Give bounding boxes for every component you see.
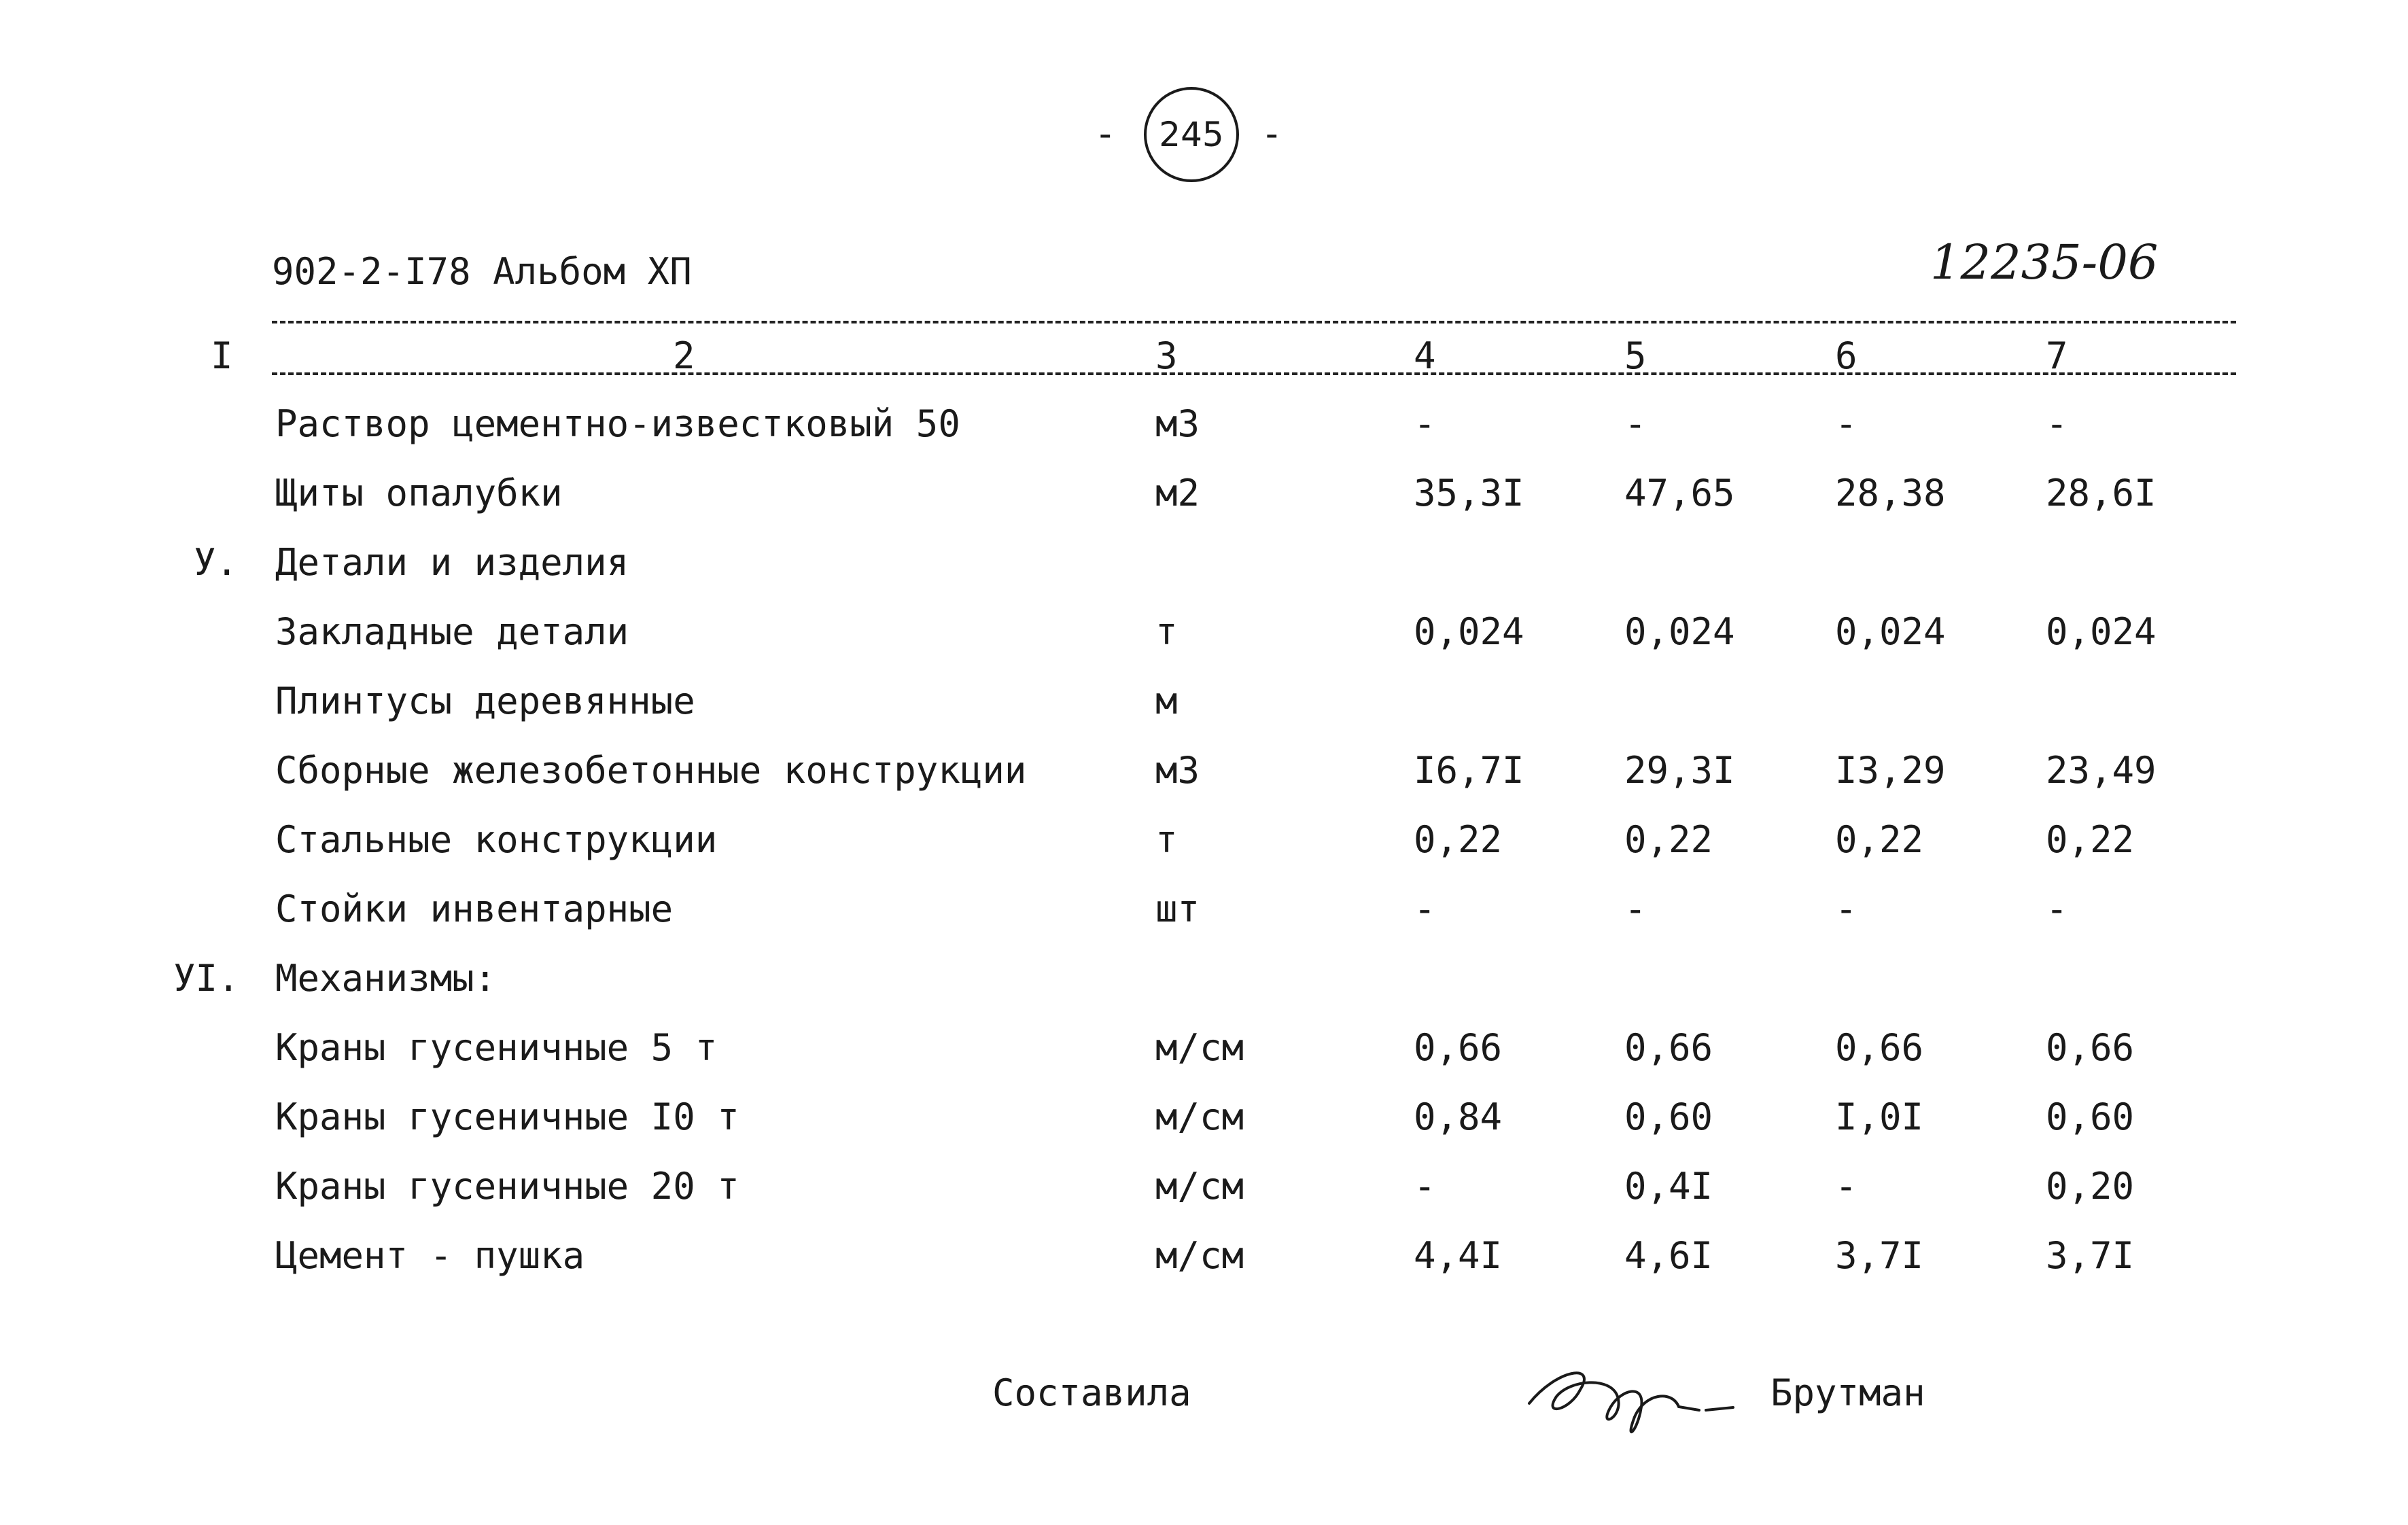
value-col-7: - bbox=[2046, 402, 2068, 445]
unit: м3 bbox=[1155, 402, 1200, 445]
item-name: Закладные детали bbox=[275, 610, 629, 653]
unit: т bbox=[1155, 610, 1178, 653]
unit: т bbox=[1155, 818, 1178, 861]
table-row bbox=[0, 888, 2408, 942]
table-row bbox=[0, 472, 2408, 526]
item-name: Плинтусы деревянные bbox=[275, 680, 695, 722]
value-col-4: 35,3I bbox=[1414, 472, 1524, 514]
section-number: УI. bbox=[173, 957, 240, 1000]
unit: м3 bbox=[1155, 749, 1200, 792]
value-col-4: - bbox=[1414, 402, 1436, 445]
archive-stamp-number: 12235-06 bbox=[1930, 234, 2159, 290]
value-col-7: 28,6I bbox=[2046, 472, 2157, 514]
table-row bbox=[0, 541, 2408, 595]
value-col-6: 0,22 bbox=[1835, 818, 1924, 861]
value-col-6: 0,024 bbox=[1835, 610, 1946, 653]
table-row bbox=[0, 818, 2408, 873]
item-name: Цемент - пушка bbox=[275, 1234, 585, 1277]
value-col-5: 4,6I bbox=[1624, 1234, 1713, 1277]
value-col-4: - bbox=[1414, 888, 1436, 930]
column-number-5: 5 bbox=[1624, 334, 1647, 377]
column-number-6: 6 bbox=[1835, 334, 1857, 377]
item-name: Механизмы: bbox=[275, 957, 497, 1000]
unit: м bbox=[1155, 680, 1178, 722]
value-col-5: 0,024 bbox=[1624, 610, 1735, 653]
item-name: Щиты опалубки bbox=[275, 472, 563, 514]
column-number-4: 4 bbox=[1414, 334, 1436, 377]
compiled-by-label: Составила bbox=[992, 1371, 1191, 1414]
value-col-4: 4,4I bbox=[1414, 1234, 1503, 1277]
unit: шт bbox=[1155, 888, 1200, 930]
table-row bbox=[0, 402, 2408, 457]
page-number-badge bbox=[1144, 87, 1239, 182]
value-col-5: 47,65 bbox=[1624, 472, 1735, 514]
page-number-dash-right: - bbox=[1261, 112, 1283, 155]
value-col-5: 29,3I bbox=[1624, 749, 1735, 792]
table-row bbox=[0, 1026, 2408, 1081]
handwritten-signature bbox=[1516, 1342, 1740, 1451]
value-col-7: 3,7I bbox=[2046, 1234, 2135, 1277]
item-name: Краны гусеничные 5 т bbox=[275, 1026, 718, 1069]
column-number-row bbox=[0, 334, 2408, 375]
value-col-5: 0,4I bbox=[1624, 1165, 1713, 1208]
page-number-dash-left: - bbox=[1094, 112, 1117, 155]
value-col-5: 0,22 bbox=[1624, 818, 1713, 861]
table-row bbox=[0, 1165, 2408, 1219]
value-col-7: 0,22 bbox=[2046, 818, 2135, 861]
value-col-4: 0,024 bbox=[1414, 610, 1524, 653]
value-col-6: 28,38 bbox=[1835, 472, 1946, 514]
item-name: Краны гусеничные 20 т bbox=[275, 1165, 739, 1208]
item-name: Сборные железобетонные конструкции bbox=[275, 749, 1027, 792]
value-col-6: 3,7I bbox=[1835, 1234, 1924, 1277]
value-col-5: 0,66 bbox=[1624, 1026, 1713, 1069]
compiler-name: Брутман bbox=[1770, 1371, 1925, 1414]
value-col-6: 0,66 bbox=[1835, 1026, 1924, 1069]
value-col-7: 0,60 bbox=[2046, 1095, 2135, 1138]
section-number: У. bbox=[194, 541, 239, 584]
column-number-2: 2 bbox=[673, 334, 695, 377]
value-col-4: I6,7I bbox=[1414, 749, 1524, 792]
unit: м/см bbox=[1155, 1234, 1244, 1277]
value-col-4: 0,66 bbox=[1414, 1026, 1503, 1069]
value-col-7: 0,024 bbox=[2046, 610, 2157, 653]
value-col-7: - bbox=[2046, 888, 2068, 930]
value-col-7: 0,66 bbox=[2046, 1026, 2135, 1069]
table-row bbox=[0, 957, 2408, 1011]
table-row bbox=[0, 610, 2408, 665]
item-name: Краны гусеничные I0 т bbox=[275, 1095, 739, 1138]
unit: м/см bbox=[1155, 1165, 1244, 1208]
value-col-4: 0,22 bbox=[1414, 818, 1503, 861]
document-reference: 902-2-I78 Альбом XП bbox=[272, 250, 692, 293]
item-name: Стальные конструкции bbox=[275, 818, 718, 861]
table-row bbox=[0, 1095, 2408, 1150]
unit: м/см bbox=[1155, 1026, 1244, 1069]
column-number-3: 3 bbox=[1155, 334, 1178, 377]
value-col-6: I3,29 bbox=[1835, 749, 1946, 792]
value-col-5: - bbox=[1624, 402, 1647, 445]
table-row bbox=[0, 1234, 2408, 1289]
item-name: Детали и изделия bbox=[275, 541, 629, 584]
value-col-6: I,0I bbox=[1835, 1095, 1924, 1138]
column-number-1: I bbox=[211, 334, 233, 377]
item-name: Стойки инвентарные bbox=[275, 888, 674, 930]
value-col-5: 0,60 bbox=[1624, 1095, 1713, 1138]
value-col-6: - bbox=[1835, 402, 1857, 445]
value-col-6: - bbox=[1835, 1165, 1857, 1208]
value-col-7: 23,49 bbox=[2046, 749, 2157, 792]
value-col-7: 0,20 bbox=[2046, 1165, 2135, 1208]
value-col-5: - bbox=[1624, 888, 1647, 930]
column-number-7: 7 bbox=[2046, 334, 2068, 377]
value-col-4: 0,84 bbox=[1414, 1095, 1503, 1138]
value-col-4: - bbox=[1414, 1165, 1436, 1208]
value-col-6: - bbox=[1835, 888, 1857, 930]
unit: м2 bbox=[1155, 472, 1200, 514]
table-row bbox=[0, 680, 2408, 734]
header-rule-top bbox=[272, 321, 2236, 323]
table-row bbox=[0, 749, 2408, 803]
item-name: Раствор цементно-известковый 50 bbox=[275, 402, 960, 445]
page-number: 245 bbox=[1159, 115, 1224, 154]
unit: м/см bbox=[1155, 1095, 1244, 1138]
